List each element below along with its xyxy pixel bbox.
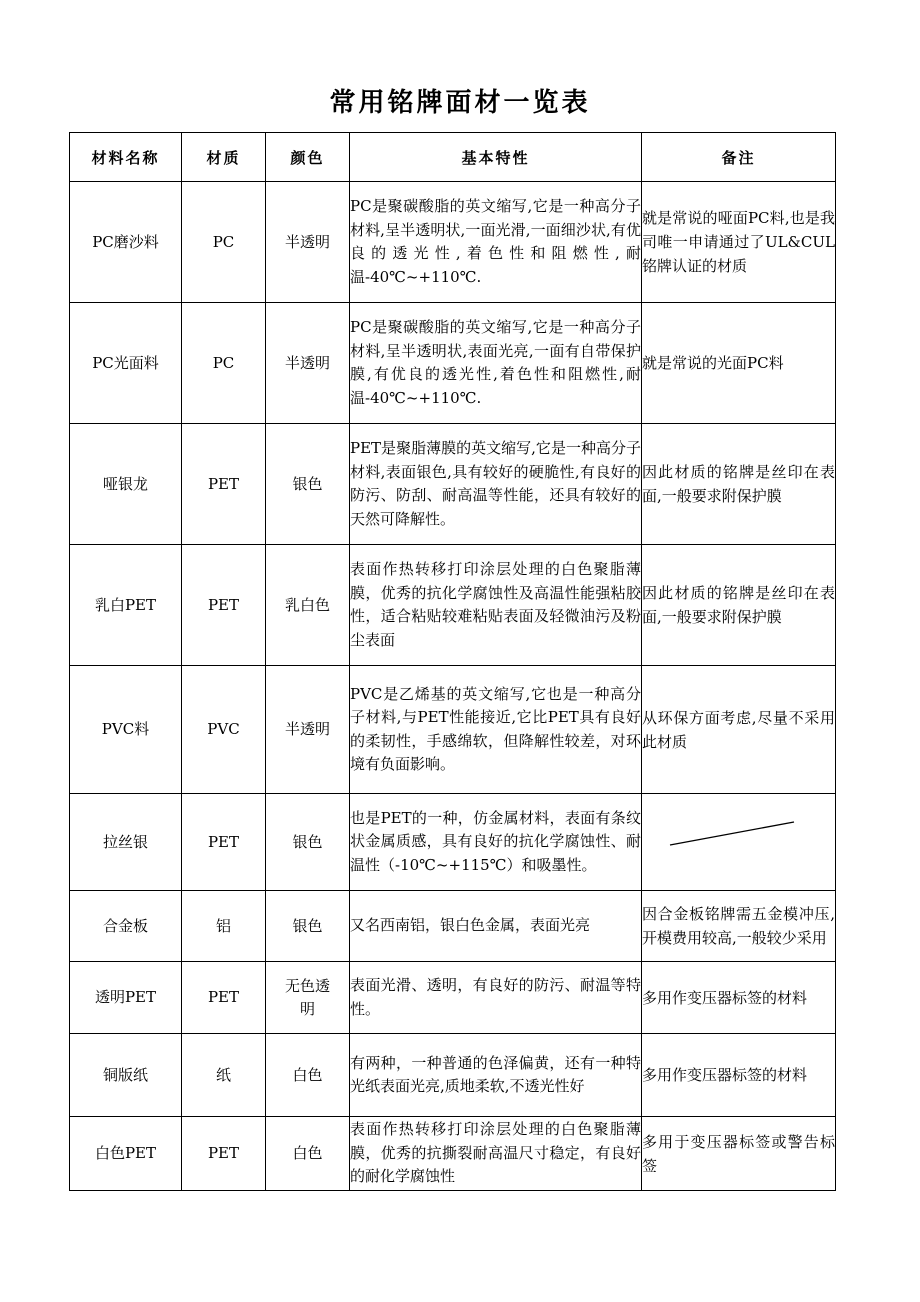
header-notes: 备注: [642, 133, 836, 182]
header-color: 颜色: [266, 133, 350, 182]
page-title: 常用铭牌面材一览表: [329, 88, 591, 118]
cell-notes: 多用作变压器标签的材料: [642, 962, 836, 1034]
cell-name: PVC料: [70, 666, 182, 794]
cell-notes: 就是常说的哑面PC料,也是我司唯一申请通过了UL&CUL铭牌认证的材质: [642, 182, 836, 303]
header-material-name: 材料名称: [70, 133, 182, 182]
cell-notes: 多用作变压器标签的材料: [642, 1034, 836, 1117]
cell-notes: 因此材质的铭牌是丝印在表面,一般要求附保护膜: [642, 424, 836, 545]
cell-color: 白色: [266, 1117, 350, 1191]
cell-notes-empty: [642, 794, 836, 891]
cell-name: 合金板: [70, 891, 182, 962]
cell-properties: PET是聚脂薄膜的英文缩写,它是一种高分子材料,表面银色,具有较好的硬脆性,有良好的防污、防刮、耐高温等性能，还具有较好的天然可降解性。: [350, 424, 642, 545]
cell-notes: 就是常说的光面PC料: [642, 303, 836, 424]
cell-material: 铝: [182, 891, 266, 962]
cell-color: 银色: [266, 891, 350, 962]
table-row: [70, 545, 836, 666]
cell-material: PVC: [182, 666, 266, 794]
header-properties: 基本特性: [350, 133, 642, 182]
cell-material: PET: [182, 545, 266, 666]
cell-material: PET: [182, 962, 266, 1034]
cell-color: 银色: [266, 794, 350, 891]
table-row: [70, 182, 836, 303]
cell-name: 乳白PET: [70, 545, 182, 666]
table-row: [70, 891, 836, 962]
cell-name: 透明PET: [70, 962, 182, 1034]
materials-table: [69, 132, 836, 1191]
table-row: [70, 794, 836, 891]
cell-properties: 表面作热转移打印涂层处理的白色聚脂薄膜，优秀的抗化学腐蚀性及高温性能强粘胶性，适合粘贴较难粘贴表面及轻微油污及粉尘表面: [350, 545, 642, 666]
cell-material: 纸: [182, 1034, 266, 1117]
cell-color: 白色: [266, 1034, 350, 1117]
cell-properties: PC是聚碳酸脂的英文缩写,它是一种高分子材料,呈半透明状,一面光滑,一面细沙状,有优良的透光性,着色性和阻燃性,耐温-40℃~+110℃.: [350, 182, 642, 303]
cell-color: 银色: [266, 424, 350, 545]
cell-properties: PC是聚碳酸脂的英文缩写,它是一种高分子材料,呈半透明状,表面光亮,一面有自带保护膜,有优良的透光性,着色性和阻燃性,耐温-40℃~+110℃.: [350, 303, 642, 424]
cell-notes: 因此材质的铭牌是丝印在表面,一般要求附保护膜: [642, 545, 836, 666]
cell-name: 拉丝银: [70, 794, 182, 891]
cell-material: PC: [182, 182, 266, 303]
cell-color: 乳白色: [266, 545, 350, 666]
cell-properties: 有两种，一种普通的色泽偏黄，还有一种特光纸表面光亮,质地柔软,不透光性好: [350, 1034, 642, 1117]
table-row: [70, 962, 836, 1034]
cell-properties: 也是PET的一种，仿金属材料，表面有条纹状金属质感，具有良好的抗化学腐蚀性、耐温性（-10℃~+115℃）和吸墨性。: [350, 794, 642, 891]
cell-properties: 表面作热转移打印涂层处理的白色聚脂薄膜，优秀的抗撕裂耐高温尺寸稳定，有良好的耐化学腐蚀性: [350, 1117, 642, 1191]
empty-dash-line: [642, 812, 836, 872]
cell-color: 半透明: [266, 666, 350, 794]
cell-name: PC磨沙料: [70, 182, 182, 303]
cell-notes: 因合金板铭牌需五金模冲压,开模费用较高,一般较少采用: [642, 891, 836, 962]
cell-color: 半透明: [266, 182, 350, 303]
cell-material: PET: [182, 424, 266, 545]
table-row: [70, 1034, 836, 1117]
cell-material: PET: [182, 1117, 266, 1191]
cell-material: PET: [182, 794, 266, 891]
cell-name: 铜版纸: [70, 1034, 182, 1117]
table-row: [70, 303, 836, 424]
cell-name: 哑银龙: [70, 424, 182, 545]
table-row: [70, 1117, 836, 1191]
cell-notes: 多用于变压器标签或警告标签: [642, 1117, 836, 1191]
cell-notes: 从环保方面考虑,尽量不采用此材质: [642, 666, 836, 794]
cell-material: PC: [182, 303, 266, 424]
table-row: [70, 424, 836, 545]
cell-color: 无色透明: [266, 962, 350, 1034]
cell-name: PC光面料: [70, 303, 182, 424]
cell-color: 半透明: [266, 303, 350, 424]
cell-name: 白色PET: [70, 1117, 182, 1191]
table-row: [70, 666, 836, 794]
table-header-row: [70, 133, 836, 182]
cell-properties: 表面光滑、透明，有良好的防污、耐温等特性。: [350, 962, 642, 1034]
cell-properties: PVC是乙烯基的英文缩写,它也是一种高分子材料,与PET性能接近,它比PET具有良好的柔韧性，手感绵软，但降解性较差，对环境有负面影响。: [350, 666, 642, 794]
cell-properties: 又名西南铝，银白色金属，表面光亮: [350, 891, 642, 962]
header-material-type: 材质: [182, 133, 266, 182]
